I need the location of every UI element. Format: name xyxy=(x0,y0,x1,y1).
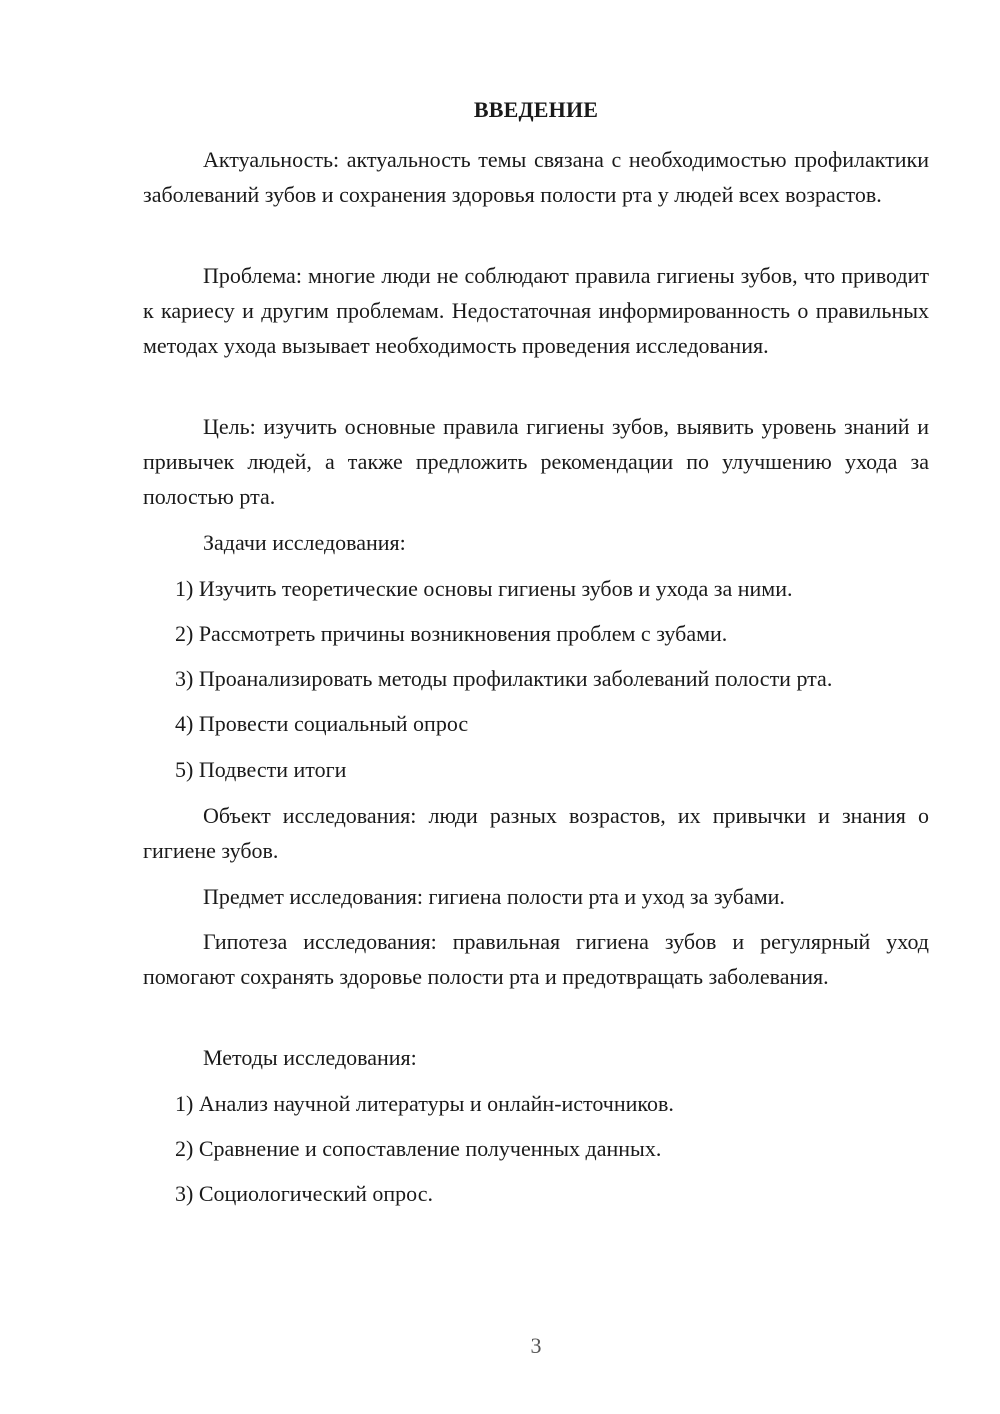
goal-paragraph: Цель: изучить основные правила гигиены зубов, выявить уровень знаний и привычек людей, а также предложить рекомендации по улучшению ухода за полостью рта. xyxy=(143,414,929,509)
task-list-item: 3) Проанализировать методы профилактики заболеваний полости рта. xyxy=(175,666,833,691)
method-list-item: 1) Анализ научной литературы и онлайн-источников. xyxy=(175,1091,674,1116)
method-list-item: 3) Социологический опрос. xyxy=(175,1181,433,1206)
task-list-item: 4) Провести социальный опрос xyxy=(175,711,469,736)
page-title: ВВЕДЕНИЕ xyxy=(473,97,599,122)
method-list-item: 2) Сравнение и сопоставление полученных данных. xyxy=(175,1136,662,1161)
tasks-heading: Задачи исследования: xyxy=(203,530,406,555)
task-list-item: 5) Подвести итоги xyxy=(175,757,347,782)
page-number: 3 xyxy=(530,1333,542,1358)
relevance-paragraph: Актуальность: актуальность темы связана с необходимостью профилактики заболеваний зубов и сохранения здоровья полости рта у людей всех возрастов. xyxy=(143,147,929,207)
object-paragraph: Объект исследования: люди разных возрастов, их привычки и знания о гигиене зубов. xyxy=(143,803,929,863)
task-list-item: 2) Рассмотреть причины возникновения проблем с зубами. xyxy=(175,621,728,646)
task-list-item: 1) Изучить теоретические основы гигиены зубов и ухода за ними. xyxy=(175,576,793,601)
hypothesis-paragraph: Гипотеза исследования: правильная гигиена зубов и регулярный уход помогают сохранять здоровье полости рта и предотвращать заболевания. xyxy=(143,929,929,989)
methods-heading: Методы исследования: xyxy=(203,1045,417,1070)
subject-paragraph: Предмет исследования: гигиена полости рта и уход за зубами. xyxy=(203,884,785,909)
problem-paragraph: Проблема: многие люди не соблюдают правила гигиены зубов, что приводит к кариесу и другим проблемам. Недостаточная информированность о правильных методах ухода вызывает необходимость проведения исследования. xyxy=(143,263,929,358)
